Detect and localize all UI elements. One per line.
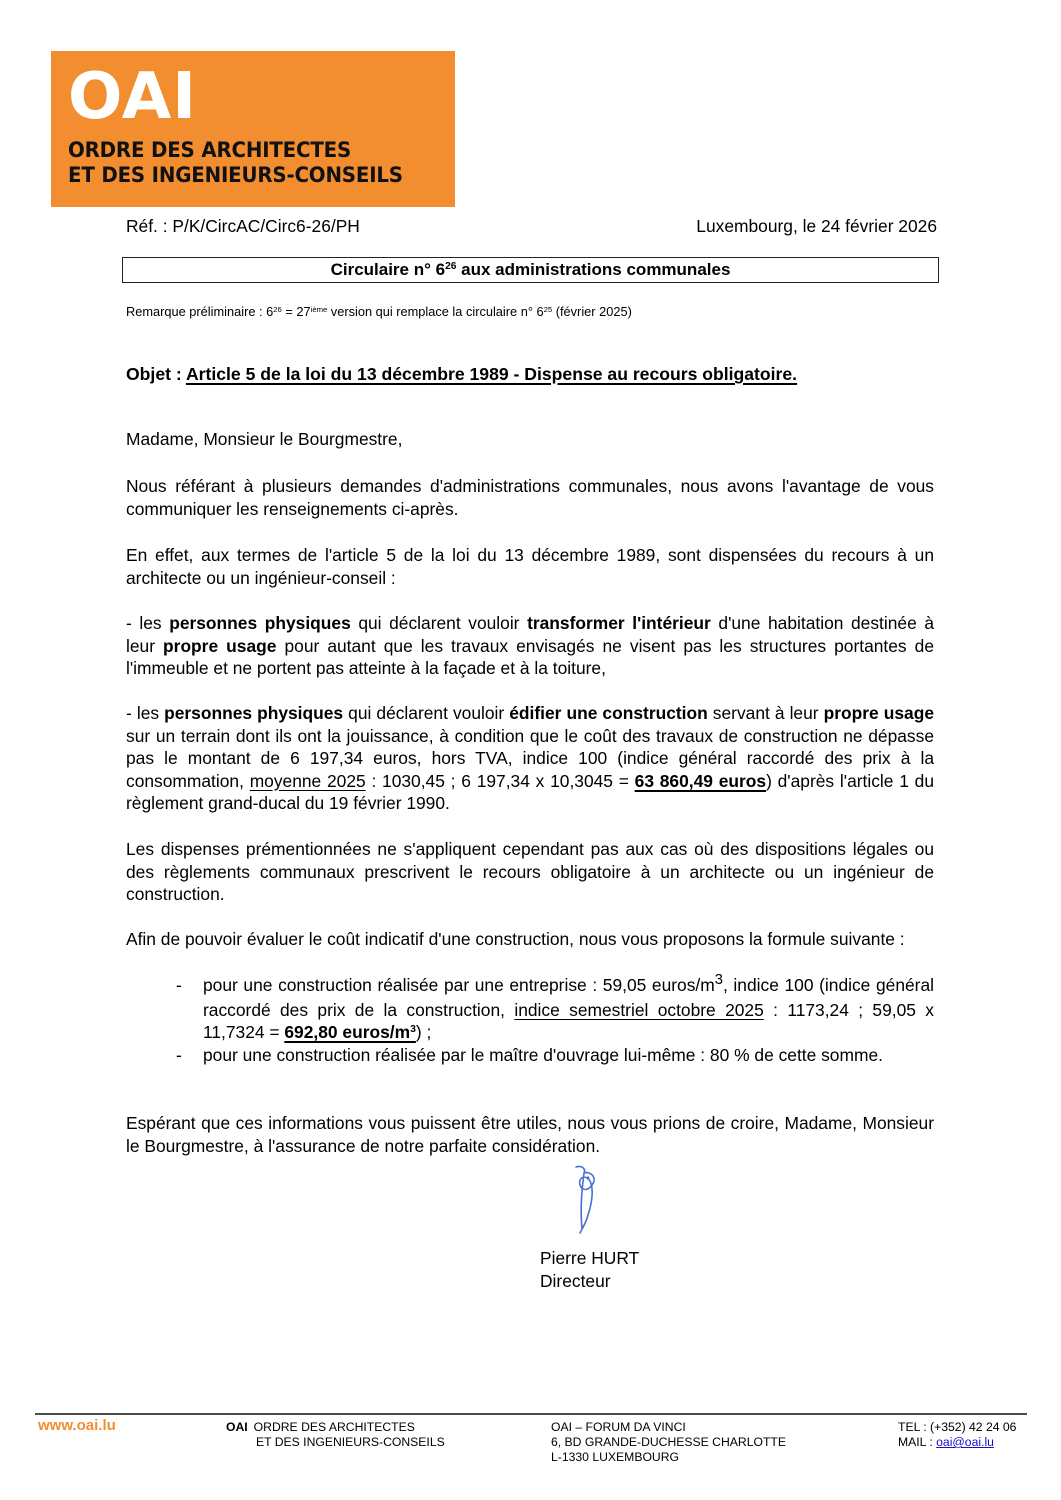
signature-icon <box>568 1163 618 1235</box>
signer-name: Pierre HURT <box>540 1248 640 1268</box>
circular-title <box>122 257 939 283</box>
logo-line-1: ORDRE DES ARCHITECTES <box>68 138 352 163</box>
place-date: Luxembourg, le 24 février 2026 <box>696 216 937 236</box>
footer-mail-link[interactable]: oai@oai.lu <box>936 1435 994 1449</box>
title-suffix: aux administrations communales <box>456 260 731 279</box>
item-bold: propre usage <box>163 635 277 656</box>
item-bold: transformer l'intérieur <box>527 613 711 633</box>
remark-text: version qui remplace la circulaire n° 6 <box>327 304 544 319</box>
closing-paragraph: Espérant que ces informations vous puissent être utiles, nous vous prions de croire, Madame, Monsieur le Bourgmestre, à l'assurance de notre parfaite considération. <box>126 1113 934 1156</box>
formula-item-owner <box>126 1044 934 1067</box>
paragraph-formula-intro: Afin de pouvoir évaluer le coût indicatif d'une construction, nous vous proposons la formule suivante : <box>126 929 905 949</box>
formula-text: ) ; <box>415 1022 432 1042</box>
bullet-dash: - <box>176 975 182 995</box>
formula-text: , indice 100 (indice général raccordé des prix de la construction, <box>203 975 934 1020</box>
signer-block <box>540 1247 639 1292</box>
oai-logo <box>51 51 455 207</box>
item-bold: édifier une construction <box>509 703 708 723</box>
remark-sup: 26 <box>273 304 282 314</box>
item-amount: 63 860,49 euros <box>634 770 767 791</box>
formula-amount-sup: 3 <box>410 1024 416 1036</box>
formula-item-company <box>126 974 934 1044</box>
item-text: qui déclarent vouloir <box>350 613 528 633</box>
remark-text: Remarque préliminaire : 6 <box>126 304 274 319</box>
title-prefix: Circulaire n° 6 <box>330 260 446 279</box>
footer-address <box>551 1420 786 1465</box>
footer-address-line2: 6, BD GRANDE-DUCHESSE CHARLOTTE <box>551 1435 786 1449</box>
logo-mark: OAI <box>68 60 198 134</box>
formula-amount <box>284 1022 416 1042</box>
remark-sup: ième <box>310 304 328 314</box>
exemption-item-2 <box>126 702 934 815</box>
formula-text: : 1173,24 ; 59,05 x 11,7324 = <box>203 999 935 1042</box>
footer-organization <box>226 1420 445 1450</box>
item-text: ) d'après l'article 1 du règlement grand-ducal du 19 février 1990. <box>126 770 934 813</box>
title-sup: 26 <box>445 261 457 273</box>
reference: Réf. : P/K/CircAC/Circ6-26/PH <box>126 216 360 236</box>
item-text: pour autant que les travaux envisagés ne visent pas les structures portantes de l'immeuble et ne portent pas atteinte à la façade et à la toiture, <box>126 635 934 678</box>
paragraph-exceptions: Les dispenses prémentionnées ne s'appliquent cependant pas aux cas où des dispositions légales ou des règlements communaux prescrivent le recours obligatoire à un architecte ou un ingénieur de construction. <box>126 839 934 904</box>
logo-line-2: ET DES INGENIEURS-CONSEILS <box>68 163 403 188</box>
remark-text: (février 2025) <box>552 304 632 319</box>
item-text: d'une habitation destinée à leur <box>126 613 934 656</box>
formula-list <box>126 974 934 1066</box>
item-bold: personnes physiques <box>164 703 344 723</box>
formula-sup: 3 <box>714 972 723 989</box>
footer-address-line3: L-1330 LUXEMBOURG <box>551 1450 680 1464</box>
formula-amount-text: 692,80 euros/m <box>284 1022 411 1042</box>
footer-org-abbr: OAI <box>226 1420 248 1434</box>
footer-org-line1: ORDRE DES ARCHITECTES <box>253 1420 415 1434</box>
formula-text: pour une construction réalisée par une entreprise : 59,05 euros/m <box>203 975 715 995</box>
item-text: sur un terrain dont ils ont la jouissance, à condition que le coût des travaux de construction ne dépasse pas le montant de 6 197,34 euros, hors TVA, indice 100 (indice général raccordé des prix à la consommation, <box>126 725 934 791</box>
subject-label: Objet : <box>126 364 186 384</box>
footer-tel: TEL : (+352) 42 24 06 <box>898 1420 1017 1434</box>
formula-underline: indice semestriel octobre 2025 <box>514 999 764 1020</box>
website-link[interactable]: www.oai.lu <box>38 1417 116 1434</box>
footer-divider <box>35 1413 1027 1415</box>
preliminary-remark <box>126 304 632 319</box>
item-bold: propre usage <box>823 703 934 723</box>
remark-sup: 25 <box>543 304 553 314</box>
paragraph-law: En effet, aux termes de l'article 5 de la loi du 13 décembre 1989, sont dispensées du recours à un architecte ou un ingénieur-conseil : <box>126 545 934 588</box>
subject-line <box>126 363 797 386</box>
item-text: servant à leur <box>707 703 824 723</box>
remark-text: = 27 <box>281 304 311 319</box>
item-text: qui déclarent vouloir <box>343 703 510 723</box>
exemption-item-1 <box>126 612 934 680</box>
bullet-dash: - <box>176 1044 182 1065</box>
item-underline: moyenne 2025 <box>249 770 366 791</box>
salutation: Madame, Monsieur le Bourgmestre, <box>126 429 403 449</box>
footer-contact <box>898 1420 1016 1450</box>
item-text: - les <box>126 613 170 633</box>
subject-text: Article 5 de la loi du 13 décembre 1989 - Dispense au recours obligatoire. <box>185 364 798 384</box>
footer-mail-label: MAIL : <box>898 1435 937 1449</box>
footer-address-line1: OAI – FORUM DA VINCI <box>551 1420 686 1434</box>
item-text: : 1030,45 ; 6 197,34 x 10,3045 = <box>365 770 635 791</box>
footer-org-line2: ET DES INGENIEURS-CONSEILS <box>256 1435 445 1449</box>
item-text: - les <box>126 703 165 723</box>
item-bold: personnes physiques <box>169 613 351 633</box>
paragraph-intro: Nous référant à plusieurs demandes d'administrations communales, nous avons l'avantage de vous communiquer les renseignements ci-après. <box>126 476 934 519</box>
formula-text: pour une construction réalisée par le maître d'ouvrage lui-même : 80 % de cette somme. <box>203 1044 883 1065</box>
signer-title: Directeur <box>540 1270 611 1291</box>
